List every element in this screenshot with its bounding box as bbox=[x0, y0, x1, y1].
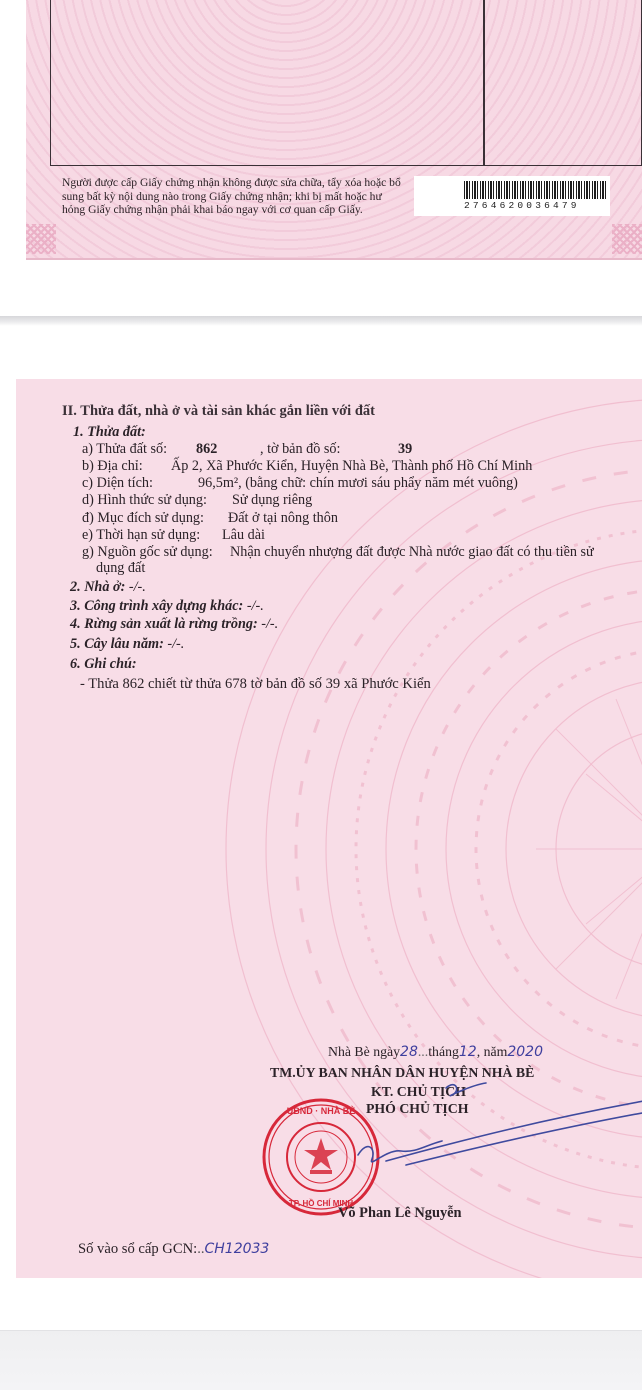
date-day: 28 bbox=[400, 1044, 418, 1060]
forest-value: -/-. bbox=[261, 616, 279, 632]
section-title: II. Thửa đất, nhà ở và tài sản khác gắn liền với đất bbox=[62, 403, 375, 419]
issuing-authority: TM.ỦY BAN NHÂN DÂN HUYỆN NHÀ BÈ bbox=[270, 1065, 535, 1080]
warning-line: Người được cấp Giấy chứng nhận không được sửa chữa, tẩy xóa hoặc bổ bbox=[62, 176, 401, 189]
chair-title: KT. CHỦ TỊCH bbox=[371, 1084, 466, 1099]
parcel-number-value: 862 bbox=[196, 441, 218, 457]
house-value: -/-. bbox=[128, 579, 146, 595]
svg-text:TP. HỒ CHÍ MINH: TP. HỒ CHÍ MINH bbox=[288, 1199, 354, 1208]
origin-label: g) Nguồn gốc sử dụng: bbox=[82, 544, 213, 560]
gcn-value: CH12033 bbox=[204, 1241, 270, 1257]
origin-value: Nhận chuyển nhượng đất được Nhà nước giao đất có thu tiền sử bbox=[230, 544, 594, 560]
signer-name: Võ Phan Lê Nguyễn bbox=[338, 1205, 462, 1221]
gcn-label: Số vào sổ cấp GCN: bbox=[78, 1241, 198, 1257]
page-frame bbox=[50, 0, 642, 166]
date-year: 2020 bbox=[507, 1044, 543, 1060]
barcode-number: 2764620036479 bbox=[464, 200, 580, 211]
purpose-label: đ) Mục đích sử dụng: bbox=[82, 510, 204, 526]
address-label: b) Địa chỉ: bbox=[82, 458, 143, 474]
warning-notice bbox=[62, 176, 418, 217]
house-label: 2. Nhà ở: bbox=[70, 579, 126, 595]
date-year-label: , năm bbox=[476, 1044, 508, 1059]
forest-label: 4. Rừng sản xuất là rừng trồng: bbox=[70, 616, 258, 632]
address-value: Ấp 2, Xã Phước Kiển, Huyện Nhà Bè, Thành phố Hồ Chí Minh bbox=[171, 458, 533, 474]
certificate-page-main bbox=[16, 379, 642, 1278]
page-separator bbox=[0, 316, 642, 326]
certificate-page-top bbox=[26, 0, 642, 260]
svg-text:UBND · NHÀ BÈ: UBND · NHÀ BÈ bbox=[286, 1106, 356, 1116]
construction-value: -/-. bbox=[246, 598, 264, 614]
gcn-registry: Số vào sổ cấp GCN:..CH12033 bbox=[78, 1241, 270, 1257]
usage-form-label: d) Hình thức sử dụng: bbox=[82, 492, 207, 508]
warning-line: hỏng Giấy chứng nhận phải khai báo ngay với cơ quan cấp Giấy. bbox=[62, 203, 363, 217]
vice-chair-title: PHÓ CHỦ TỊCH bbox=[366, 1101, 469, 1116]
usage-form-value: Sử dụng riêng bbox=[232, 492, 313, 508]
date-month: 12 bbox=[458, 1044, 477, 1060]
date-prefix: Nhà Bè ngày bbox=[328, 1044, 401, 1059]
parcel-number-label: a) Thửa đất số: bbox=[82, 441, 168, 457]
land-heading: 1. Thửa đất: bbox=[73, 424, 146, 440]
notes-heading: 6. Ghi chú: bbox=[70, 656, 137, 672]
map-sheet-label: , tờ bản đồ số: bbox=[260, 441, 341, 457]
signature-icon bbox=[346, 1079, 642, 1179]
area-label: c) Diện tích: bbox=[82, 475, 153, 491]
term-label: e) Thời hạn sử dụng: bbox=[82, 527, 201, 543]
area-value: 96,5m², (bằng chữ: chín mươi sáu phẩy năm mét vuông) bbox=[198, 475, 518, 491]
warning-line: sung bất kỳ nội dung nào trong Giấy chứng nhận; khi bị mất hoặc hư bbox=[62, 189, 382, 203]
corner-ornament-icon bbox=[612, 224, 642, 254]
term-value: Lâu dài bbox=[222, 527, 265, 543]
viewer-bottom-area bbox=[0, 1330, 642, 1390]
frame-divider bbox=[483, 0, 485, 166]
issue-date: Nhà Bè ngày28...tháng12, năm2020 bbox=[328, 1044, 543, 1060]
origin-value-continued: dụng đất bbox=[96, 560, 146, 576]
barcode-icon bbox=[464, 181, 608, 199]
perennial-value: -/-. bbox=[167, 636, 185, 652]
corner-ornament-icon bbox=[26, 224, 56, 254]
purpose-value: Đất ở tại nông thôn bbox=[228, 510, 338, 526]
notes-text: - Thửa 862 chiết từ thửa 678 tờ bản đồ số 39 xã Phước Kiển bbox=[80, 676, 431, 692]
construction-label: 3. Công trình xây dựng khác: bbox=[70, 598, 244, 614]
date-month-label: tháng bbox=[428, 1044, 459, 1059]
map-sheet-value: 39 bbox=[398, 441, 413, 457]
perennial-label: 5. Cây lâu năm: bbox=[70, 636, 164, 652]
